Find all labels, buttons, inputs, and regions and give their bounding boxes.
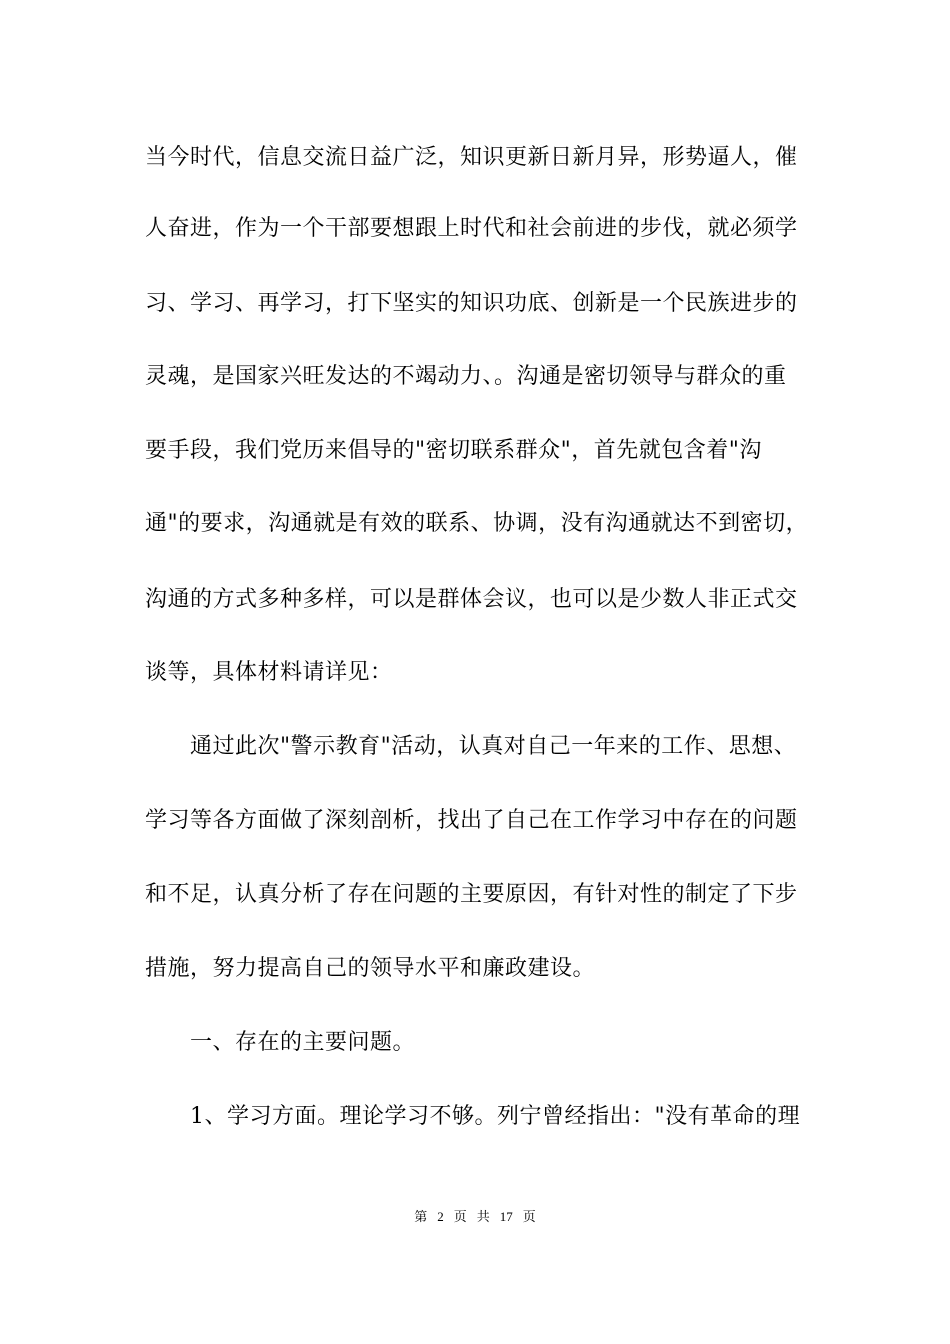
paragraph-line: 习、学习、再学习，打下坚实的知识功底、创新是一个民族进步的 [145,291,798,316]
paragraph-line: 灵魂，是国家兴旺发达的不竭动力、。沟通是密切领导与群众的重 [145,364,787,389]
paragraph-line: 措施，努力提高自己的领导水平和廉政建设。 [145,956,596,981]
paragraph-line: 学习等各方面做了深刻剖析，找出了自己在工作学习中存在的问题 [145,808,798,833]
paragraph-line: 沟通的方式多种多样，可以是群体会议，也可以是少数人非正式交 [145,587,798,612]
paragraph-line: 谈等，具体材料请详见： [145,660,393,685]
section-heading: 一、存在的主要问题。 [190,1030,416,1055]
paragraph-line: 和不足，认真分析了存在问题的主要原因，有针对性的制定了下步 [145,882,798,907]
footer-mid1: 页 [453,1210,467,1225]
page-number: 2 [437,1209,444,1224]
footer-mid2: 共 [476,1210,490,1225]
paragraph-line: 人奋进，作为一个干部要想跟上时代和社会前进的步伐，就必须学 [145,216,798,241]
page-footer [0,1208,950,1227]
paragraph-line: 当今时代，信息交流日益广泛，知识更新日新月异，形势逼人，催 [145,145,798,170]
footer-suffix: 页 [522,1210,536,1225]
total-pages: 17 [499,1209,513,1224]
paragraph-line: 通"的要求，沟通就是有效的联系、协调，没有沟通就达不到密切， [145,511,809,536]
paragraph-line: 通过此次"警示教育"活动，认真对自己一年来的工作、思想、 [190,734,797,759]
paragraph-line: 要手段，我们党历来倡导的"密切联系群众"，首先就包含着"沟 [145,438,762,463]
list-item-line: 1、学习方面。理论学习不够。列宁曾经指出："没有革命的理 [190,1104,801,1129]
footer-prefix: 第 [414,1210,428,1225]
